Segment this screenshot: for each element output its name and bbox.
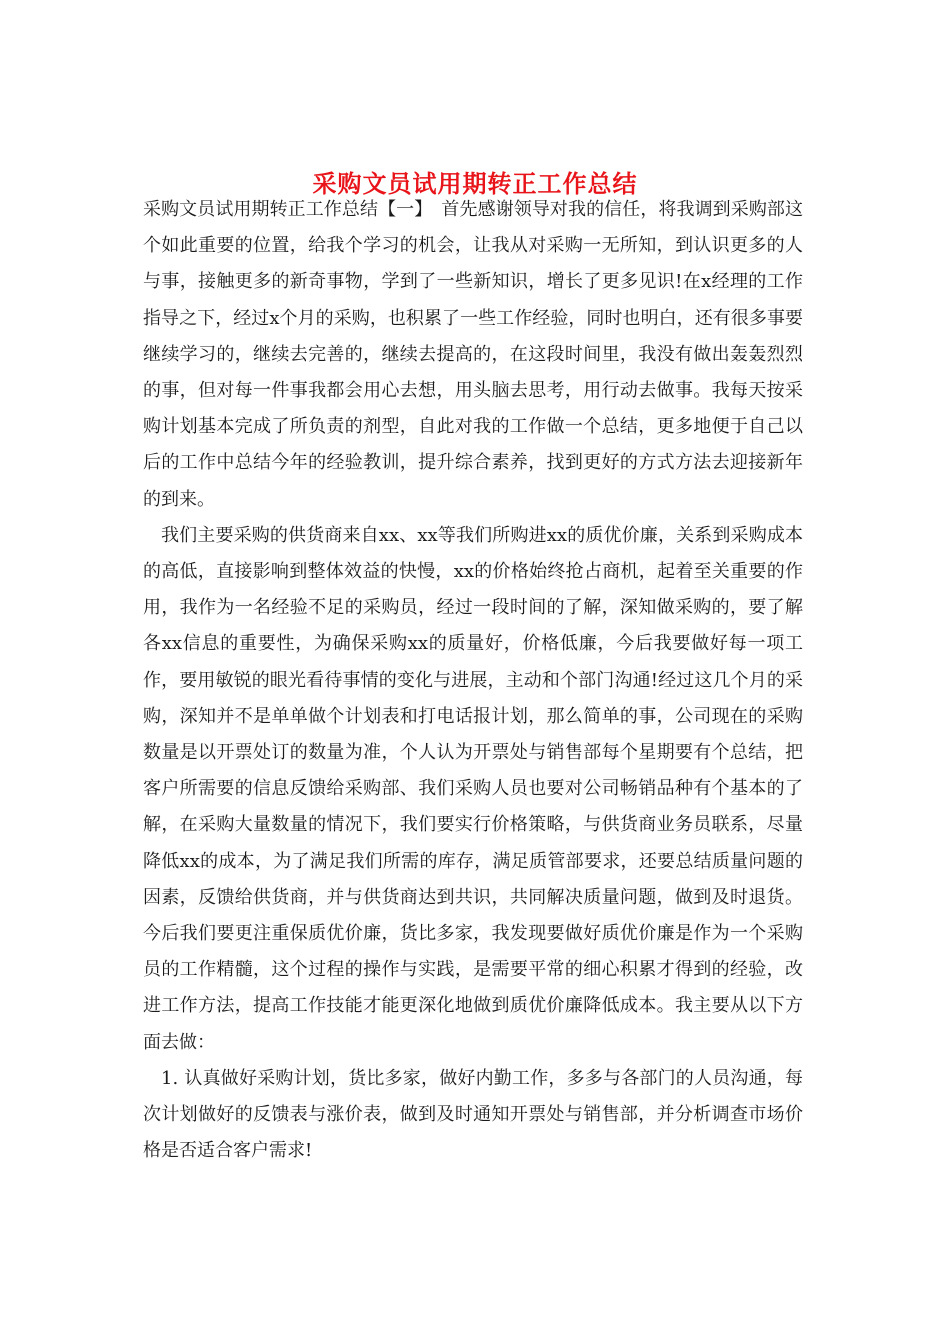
paragraph-intro: 采购文员试用期转正工作总结【一】 首先感谢领导对我的信任，将我调到采购部这个如此重要的位置，给我个学习的机会，让我从对采购一无所知，到认识更多的人与事，接触更多的新奇事物，学到了一些新知识，增长了更多见识!在x经理的工作指导之下，经过x个月的采购，也积累了一些工作经验，同时也明白，还有很多事要继续学习的，继续去完善的，继续去提高的，在这段时间里，我没有做出轰轰烈烈的事，但对每一件事我都会用心去想，用头脑去思考，用行动去做事。我每天按采购计划基本完成了所负责的剂型，自此对我的工作做一个总结，更多地便于自己以后的工作中总结今年的经验教训，提升综合素养，找到更好的方式方法去迎接新年的到来。 — [143, 199, 803, 510]
list-item-marker: 1. — [161, 1067, 179, 1089]
document-title: 采购文员试用期转正工作总结 — [312, 169, 638, 199]
list-item-text: 认真做好采购计划，货比多家，做好内勤工作，多多与各部门的人员沟通，每次计划做好的反馈表与涨价表，做到及时通知开票处与销售部，并分析调查市场价格是否适合客户需求! — [143, 1067, 803, 1162]
document-body — [143, 192, 803, 1169]
list-item — [143, 1061, 803, 1170]
paragraph-suppliers: 我们主要采购的供货商来自xx、xx等我们所购进xx的质优价廉，关系到采购成本的高低，直接影响到整体效益的快慢，xx的价格始终抢占商机，起着至关重要的作用，我作为一名经验不足的采购员，经过一段时间的了解，深知做采购的，要了解各xx信息的重要性，为确保采购xx的质量好，价格低廉，今后我要做好每一项工作，要用敏锐的眼光看待事情的变化与进展，主动和个部门沟通!经过这几个月的采购，深知并不是单单做个计划表和打电话报计划，那么简单的事，公司现在的采购数量是以开票处订的数量为准，个人认为开票处与销售部每个星期要有个总结，把客户所需要的信息反馈给采购部、我们采购人员也要对公司畅销品种有个基本的了解，在采购大量数量的情况下，我们要实行价格策略，与供货商业务员联系，尽量降低xx的成本，为了满足我们所需的库存，满足质管部要求，还要总结质量问题的因素，反馈给供货商，并与供货商达到共识，共同解决质量问题，做到及时退货。今后我们要更注重保质优价廉，货比多家，我发现要做好质优价廉是作为一个采购员的工作精髓，这个过程的操作与实践，是需要平常的细心积累才得到的经验，改进工作方法，提高工作技能才能更深化地做到质优价廉降低成本。我主要从以下方面去做： — [143, 524, 803, 1053]
